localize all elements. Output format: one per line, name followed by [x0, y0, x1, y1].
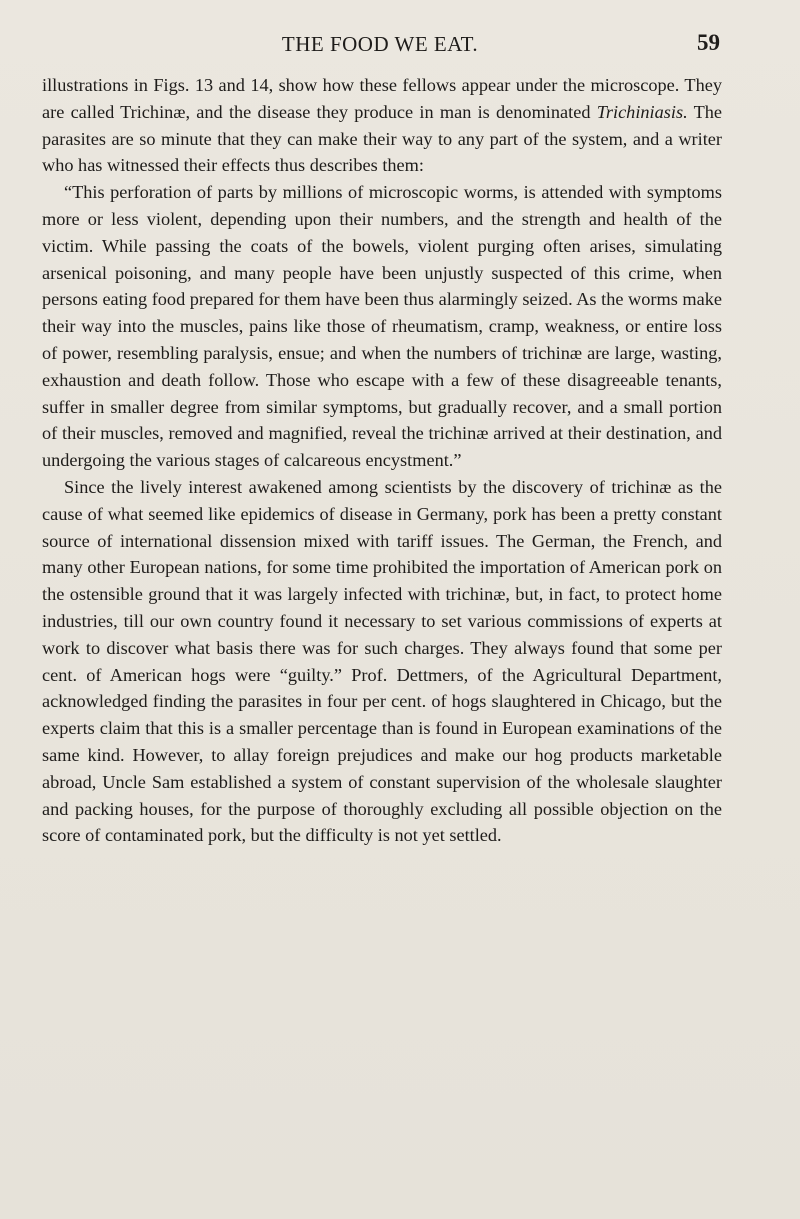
paragraph-1: [42, 72, 722, 179]
body-text: [42, 72, 722, 849]
quotation-paragraph: “This perforation of parts by millions of microscopic worms, is attended with symptoms more or less violent, depending upon their numbers, and the strength and health of the victim. While passing the coats of the bowels, violent purging often arises, simulating arsenical poisoning, and many people have been unjustly suspected of this crime, when persons eating food prepared for them have been thus alarmingly seized. As the worms make their way into the muscles, pains like those of rheumatism, cramp, weakness, or entire loss of power, resembling paralysis, ensue; and when the numbers of trichinæ are large, wasting, exhaustion and death follow. Those who escape with a few of these disagreeable tenants, suffer in smaller degree from similar symptoms, but gradually recover, and a small portion of their muscles, removed and magnified, reveal the trichinæ arrived at their destination, and undergoing the various stages of calcareous encystment.”: [42, 182, 722, 471]
page-header: [40, 30, 720, 60]
paragraph-1-start: illustrations in Figs. 13 and 14, show how these fellows appear under the microscope. They are called Trichinæ, and the disease they produce in man is denominated: [42, 75, 722, 122]
page-number: 59: [697, 30, 720, 55]
disease-name: Trichiniasis.: [596, 101, 688, 122]
running-title: THE FOOD WE EAT.: [281, 32, 479, 56]
paragraph-3: Since the lively interest awakened among scientists by the discovery of trichinæ as the cause of what seemed like epidemics of disease in Germany, pork has been a pretty constant source of international dissension mixed with tariff issues. The German, the French, and many other European nations, for some time prohibited the importation of American pork on the ostensible ground that it was largely infected with trichinæ, but, in fact, to protect home industries, till our own country found it necessary to set various commissions of experts at work to discover what basis there was for such charges. They always found that some per cent. of American hogs were “guilty.” Prof. Dettmers, of the Agricultural Department, acknowledged finding the parasites in four per cent. of hogs slaughtered in Chicago, but the experts claim that this is a smaller percentage than is found in European examinations of the same kind. However, to allay foreign prejudices and make our hog products marketable abroad, Uncle Sam established a system of constant supervision of the wholesale slaughter and packing houses, for the purpose of thoroughly excluding all possible objection on the score of contaminated pork, but the difficulty is not yet settled.: [42, 476, 722, 846]
paragraph-1-end: The parasites are so minute that they can make their way to any part of the system, and a writer who has witnessed their effects thus describes them:: [42, 101, 722, 176]
